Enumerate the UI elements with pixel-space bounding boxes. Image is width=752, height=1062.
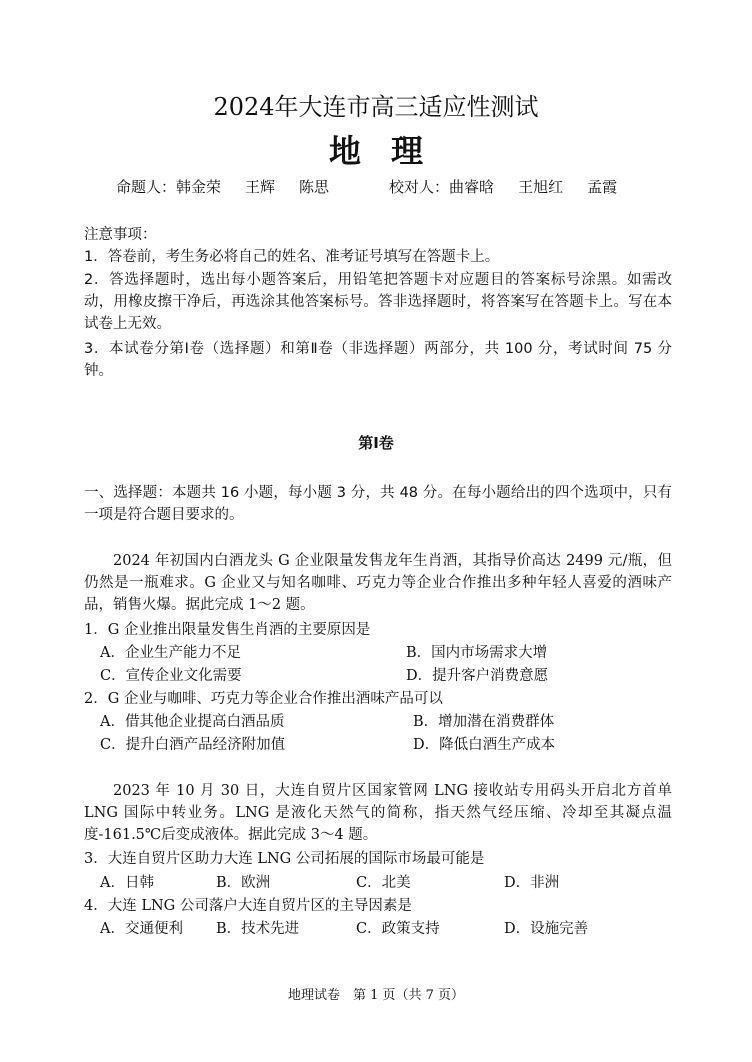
q4-option-b: B．技术先进 [216, 921, 300, 937]
q3-option-b: B．欧洲 [216, 875, 271, 891]
q2-option-d: D．降低白酒生产成本 [413, 737, 556, 753]
passage-1: 2024 年初国内白酒龙头 G 企业限量发售龙年生肖酒，其指导价高达 2499 元/瓶，但仍然是一瓶难求。G 企业又与知名咖啡、巧克力等企业合作推出多种年轻人喜爱的酒味产品，销售火爆。据此完成 1～2 题。 [84, 553, 672, 613]
q4-option-d: D．设施完善 [504, 921, 589, 937]
q3-stem: 3．大连自贸片区助力大连 LNG 公司拓展的国际市场最可能是 [84, 851, 485, 867]
passage-2: 2023 年 10 月 30 日，大连自贸片区国家管网 LNG 接收站专用码头开启北方首单 LNG 国际中转业务。LNG 是液化天然气的简称，指天然气经压缩、冷却至其凝点温度-161.5℃后变成液体。据此完成 3～4 题。 [84, 783, 672, 843]
page-footer: 地理试卷 第 1 页（共 7 页） [287, 988, 465, 1003]
q4-stem: 4．大连 LNG 公司落户大连自贸片区的主导因素是 [84, 898, 412, 914]
subject-title: 地理 [328, 132, 453, 170]
q2-stem: 2．G 企业与咖啡、巧克力等企业合作推出酒味产品可以 [84, 691, 443, 707]
notes-heading: 注意事项： [84, 227, 157, 243]
q2-option-a: A．借其他企业提高白酒品质 [100, 714, 285, 730]
part1-intro: 一、选择题：本题共 16 小题，每小题 3 分，共 48 分。在每小题给出的四个选项中，只有一项是符合题目要求的。 [84, 485, 672, 523]
composer-2: 王辉 [245, 178, 276, 196]
q4-option-c: C．政策支持 [356, 921, 440, 937]
checker-3: 孟霞 [587, 178, 618, 196]
checker-2: 王旭红 [518, 178, 564, 196]
q1-option-c: C．宣传企业文化需要 [100, 668, 242, 684]
q4-option-a: A．交通便利 [100, 921, 183, 937]
section-title: 第Ⅰ卷 [358, 434, 394, 452]
note-3: 3．本试卷分第Ⅰ卷（选择题）和第Ⅱ卷（非选择题）两部分，共 100 分，考试时间 75 分钟。 [84, 341, 672, 379]
note-2: 2．答选择题时，选出每小题答案后，用铅笔把答题卡对应题目的答案标号涂黑。如需改动，用橡皮擦干净后，再选涂其他答案标号。答非选择题时，将答案写在答题卡上。写在本试卷上无效。 [84, 272, 672, 332]
q3-option-c: C．北美 [356, 875, 411, 891]
q2-option-c: C．提升白酒产品经济附加值 [100, 737, 286, 753]
composer-3: 陈思 [299, 178, 330, 196]
note-1: 1．答卷前，考生务必将自己的姓名、准考证号填写在答题卡上。 [84, 249, 500, 265]
author-line [116, 176, 617, 198]
q1-stem: 1．G 企业推出限量发售生肖酒的主要原因是 [84, 622, 371, 638]
exam-title: 2024年大连市高三适应性测试 [213, 93, 539, 121]
composer-label: 命题人：韩金荣 [116, 178, 222, 196]
q3-option-d: D．非洲 [504, 875, 560, 891]
q1-option-d: D．提升客户消费意愿 [406, 668, 549, 684]
q2-option-b: B．增加潜在消费群体 [413, 714, 555, 730]
checker-label: 校对人：曲睿晗 [389, 178, 495, 196]
q1-option-a: A．企业生产能力不足 [100, 645, 241, 661]
q3-option-a: A．日韩 [100, 875, 154, 891]
q1-option-b: B．国内市场需求大增 [406, 645, 548, 661]
